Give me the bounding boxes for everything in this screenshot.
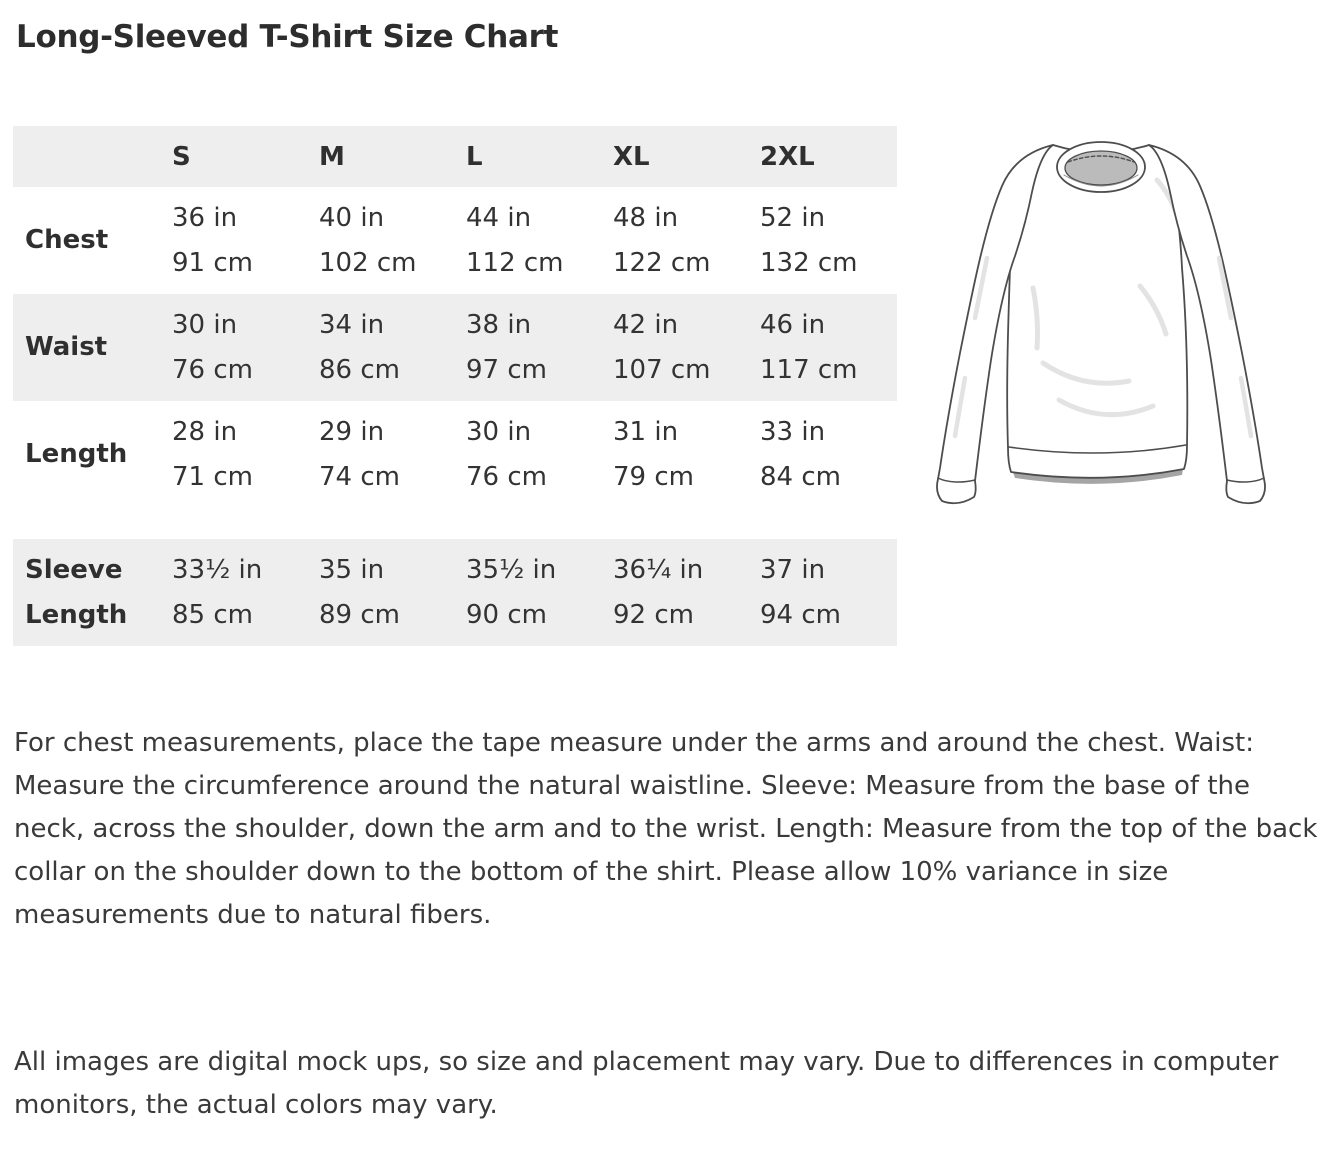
- value-cm: 122 cm: [613, 247, 711, 278]
- value-cm: 97 cm: [466, 354, 547, 385]
- value-cm: 76 cm: [466, 461, 547, 492]
- cell-length-2xl: [748, 401, 895, 508]
- cell-sleeve-xl: [601, 539, 748, 646]
- header-empty-cell: [13, 126, 160, 187]
- row-spacer: [13, 508, 897, 539]
- table-row-length: [13, 401, 897, 508]
- row-label: Sleeve Length: [25, 554, 128, 630]
- table-row-waist: [13, 294, 897, 401]
- value-cm: 117 cm: [760, 354, 858, 385]
- value-cm: 132 cm: [760, 247, 858, 278]
- value-in: 36 in: [172, 202, 238, 233]
- value-in: 33½ in: [172, 554, 263, 585]
- measurement-instructions-paragraph: For chest measurements, place the tape measure under the arms and around the chest. Waist: Measure the circumference around the natural waistline. Sleeve: Measure from the base of the neck, across the shoulder, down the arm and to the wrist. Length: Measure from the top of the back collar on the shoulder down to the bottom of the shirt. Please allow 10% variance in size measurements due to natural fibers.: [14, 728, 1318, 930]
- value-in: 38 in: [466, 309, 532, 340]
- value-cm: 92 cm: [613, 599, 694, 630]
- value-in: 37 in: [760, 554, 826, 585]
- value-in: 52 in: [760, 202, 826, 233]
- cell-length-s: [160, 401, 307, 508]
- cell-waist-2xl: [748, 294, 895, 401]
- cell-chest-2xl: [748, 187, 895, 294]
- cell-chest-l: [454, 187, 601, 294]
- cell-chest-s: [160, 187, 307, 294]
- value-cm: 91 cm: [172, 247, 253, 278]
- value-in: 34 in: [319, 309, 385, 340]
- value-in: 42 in: [613, 309, 679, 340]
- value-cm: 84 cm: [760, 461, 841, 492]
- table-header-row: [13, 126, 897, 187]
- page-title: Long-Sleeved T-Shirt Size Chart: [16, 19, 559, 55]
- value-cm: 107 cm: [613, 354, 711, 385]
- value-in: 33 in: [760, 416, 826, 447]
- cell-length-xl: [601, 401, 748, 508]
- value-cm: 79 cm: [613, 461, 694, 492]
- value-cm: 102 cm: [319, 247, 417, 278]
- cell-sleeve-m: [307, 539, 454, 646]
- value-cm: 74 cm: [319, 461, 400, 492]
- value-in: 30 in: [466, 416, 532, 447]
- mockup-disclaimer-paragraph: All images are digital mock ups, so size and placement may vary. Due to differences in computer monitors, the actual colors may vary.: [14, 1047, 1279, 1120]
- column-header-2xl: 2XL: [760, 141, 815, 172]
- value-in: 35½ in: [466, 554, 557, 585]
- value-in: 29 in: [319, 416, 385, 447]
- cell-length-m: [307, 401, 454, 508]
- table-row-sleeve-length: [13, 539, 897, 646]
- value-cm: 112 cm: [466, 247, 564, 278]
- value-in: 30 in: [172, 309, 238, 340]
- cell-chest-xl: [601, 187, 748, 294]
- cell-waist-xl: [601, 294, 748, 401]
- column-header-l: L: [466, 141, 483, 172]
- cell-sleeve-l: [454, 539, 601, 646]
- value-in: 40 in: [319, 202, 385, 233]
- value-cm: 94 cm: [760, 599, 841, 630]
- cell-sleeve-2xl: [748, 539, 895, 646]
- cell-length-l: [454, 401, 601, 508]
- cell-chest-m: [307, 187, 454, 294]
- cell-sleeve-s: [160, 539, 307, 646]
- row-label: Chest: [25, 225, 109, 255]
- column-header-m: M: [319, 141, 345, 172]
- value-in: 36¼ in: [613, 554, 704, 585]
- row-label: Waist: [25, 332, 108, 362]
- value-in: 35 in: [319, 554, 385, 585]
- cell-waist-l: [454, 294, 601, 401]
- value-cm: 89 cm: [319, 599, 400, 630]
- column-header-xl: XL: [613, 141, 650, 172]
- row-label: Length: [25, 439, 128, 469]
- shirt-drawing-svg: [925, 138, 1281, 512]
- column-header-s: S: [172, 141, 191, 172]
- value-cm: 76 cm: [172, 354, 253, 385]
- value-cm: 90 cm: [466, 599, 547, 630]
- cell-waist-s: [160, 294, 307, 401]
- size-chart-table: [13, 126, 897, 646]
- value-in: 48 in: [613, 202, 679, 233]
- long-sleeve-shirt-illustration: [925, 138, 1281, 512]
- value-cm: 85 cm: [172, 599, 253, 630]
- value-cm: 71 cm: [172, 461, 253, 492]
- value-in: 28 in: [172, 416, 238, 447]
- value-in: 31 in: [613, 416, 679, 447]
- value-cm: 86 cm: [319, 354, 400, 385]
- cell-waist-m: [307, 294, 454, 401]
- value-in: 46 in: [760, 309, 826, 340]
- value-in: 44 in: [466, 202, 532, 233]
- table-row-chest: [13, 187, 897, 294]
